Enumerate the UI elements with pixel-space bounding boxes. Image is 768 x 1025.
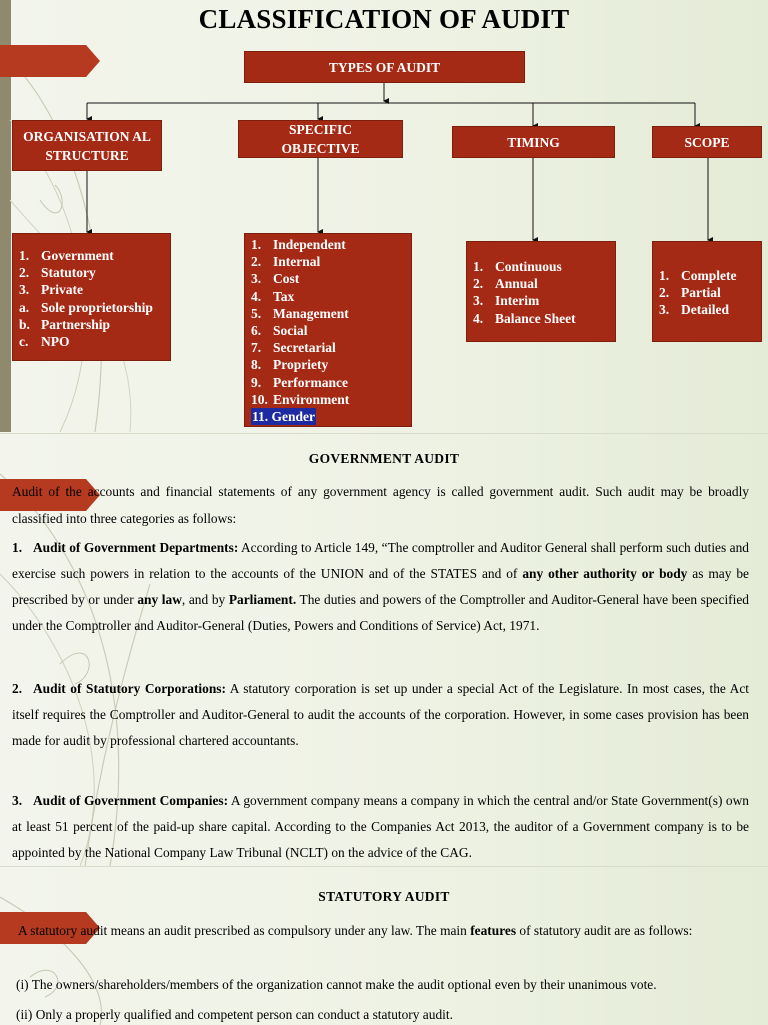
point-government-companies: 3. Audit of Government Companies: A government company means a company in which the central and/or State Government(s) own at least 51 percent of the paid-up share capital. According to the Companies Act 2013, the auditor of a Government company is to be appointed by the National Company Law Tribunal (NCLT) on the advice of the CAG. [12,793,749,860]
category-label: ORGANISATION AL STRUCTURE [23,128,151,163]
feature-item: (i) The owners/shareholders/members of the organization cannot make the audit optional even by their unanimous vote. [16,977,657,992]
list-item: 4. Balance Sheet [473,310,576,326]
list-item: 1. Continuous [473,259,562,274]
page-title: CLASSIFICATION OF AUDIT [198,4,570,34]
list-item: c. NPO [19,334,70,350]
category-label: TIMING [507,134,560,150]
root-box-types-of-audit [244,51,525,83]
list-item: a. Sole proprietorship [19,299,153,315]
list-item: 6. Social [251,323,308,339]
slide-statutory-audit [0,866,768,1025]
category-label: SCOPE [684,134,730,150]
list-box-scope [652,241,762,342]
list-item: 8. Propriety [251,357,329,373]
list-item: 1. Government [19,248,114,263]
list-item: 10. Environment [251,391,350,407]
point-statutory-corporations: 2. Audit of Statutory Corporations: A statutory corporation is set up under a special Act of the Legislature. In most cases, the Act itself requires the Comptroller and Auditor-General to audit the accounts of the corporation. However, in some cases provision has been made for audit by professional chartered accountants. [12,681,749,748]
list-item: b. Partnership [19,316,110,332]
statutory-intro-paragraph: A statutory audit means an audit prescribed as compulsory under any law. The main features of statutory audit are as follows: [18,923,693,938]
list-item: 2. Partial [659,285,721,301]
section-heading-government-audit: GOVERNMENT AUDIT [308,451,460,466]
list-item: 2. Annual [473,276,538,292]
list-item: 3. Interim [473,293,540,309]
list-item: 2. Statutory [19,265,96,281]
list-item: 2. Internal [251,254,321,270]
point-government-departments: 1. Audit of Government Departments: According to Article 149, “The comptroller and Auditor General shall perform such duties and exercise such powers in relation to the accounts of the UNION and of the STATES and of any other authority or body as may be prescribed by or under any law, and by Parliament. The duties and powers of the Comptroller and Auditor-General have been specified under the Comptroller and Auditor-General (Duties, Powers and Conditions of Service) Act, 1971. [12,540,749,633]
list-box-specific-objective [244,233,412,427]
list-item: 3. Private [19,282,83,298]
slide-classification [0,0,768,432]
category-label: SPECIFIC OBJECTIVE [281,122,360,156]
list-item-highlighted: 11. Gender [252,409,316,425]
list-item: 7. Secretarial [251,340,336,356]
list-item: 4. Tax [251,288,295,304]
category-box-scope [652,126,762,158]
section-heading-statutory-audit: STATUTORY AUDIT [318,889,450,904]
list-item: 9. Performance [251,374,348,390]
slide-government-audit [0,433,768,866]
list-box-organisational-structure [12,233,171,361]
feature-item: (ii) Only a properly qualified and competent person can conduct a statutory audit. [16,1007,453,1022]
category-box-specific-objective [238,120,403,158]
list-item: 3. Detailed [659,302,729,318]
list-box-timing [466,241,616,342]
root-label: TYPES OF AUDIT [328,59,441,75]
list-item: 3. Cost [251,271,300,287]
category-box-timing [452,126,615,158]
intro-paragraph: Audit of the accounts and financial statements of any government agency is called government audit. Such audit may be broadly classified into three categories as follows: [12,484,749,526]
list-item: 5. Management [251,305,349,321]
category-box-organisational-structure [12,120,162,171]
list-item: 1. Complete [659,268,737,283]
list-item: 1. Independent [251,237,346,252]
